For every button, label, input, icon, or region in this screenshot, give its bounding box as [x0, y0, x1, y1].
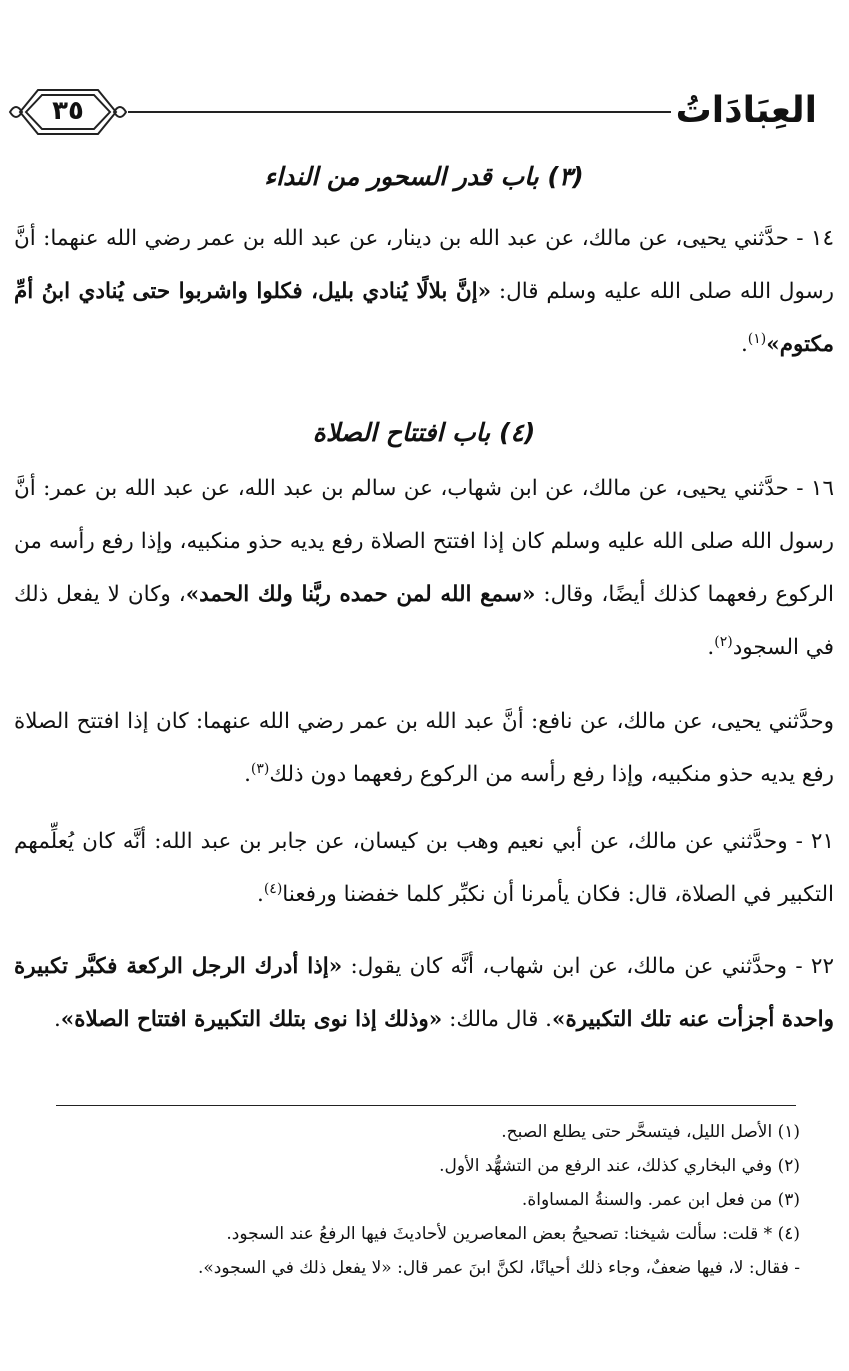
hadith-text-continued: . قال مالك: — [442, 1007, 553, 1032]
chapter-title: (٤) باب افتتاح الصلاة — [312, 418, 536, 447]
hadith-14 — [14, 212, 834, 371]
hadith-end: . — [740, 332, 748, 357]
hadith-number: ١٦ — [810, 476, 834, 501]
hadith-end: . — [53, 1007, 61, 1032]
hadith-end: . — [244, 762, 251, 787]
footnote-2: (٢) وفي البخاري كذلك، عند الرفع من التشهُّد الأول. — [439, 1156, 800, 1176]
hadith-quote: «إذا أدرك الرجل الركعة فكبَّر تكبيرة واحدة أجزأت عنه تلك التكبيرة» — [14, 954, 834, 1032]
hadith-text: - حدَّثني يحيى، عن مالك، عن ابن شهاب، عن سالم بن عبد الله، عن عبد الله بن عمر: أنَّ رسول الله صلى الله عليه وسلم كان إذا افتتح الصلاة رفع يديه حذو منكبيه، وإذا رفع رأسه من الركوع رفعهما كذلك أيضًا، وقال: — [14, 476, 834, 607]
hadith-quote: «إنَّ بلالًا يُنادي بليل، فكلوا واشربوا حتى يُنادي ابنُ أمِّ مكتوم» — [14, 279, 834, 357]
hadith-paragraph — [14, 695, 834, 801]
hadith-text: وحدَّثني يحيى، عن مالك، عن نافع: أنَّ عبد الله بن عمر رضي الله عنهما: كان إذا افتتح الصلاة رفع يديه حذو منكبيه، وإذا رفع رأسه من الركوع رفعهما دون ذلك — [14, 709, 834, 787]
hadith-nafi — [14, 695, 834, 801]
hadith-number: ١٤ — [810, 226, 834, 251]
hadith-text: - وحدَّثني عن مالك، عن أبي نعيم وهب بن كيسان، عن جابر بن عبد الله: أنَّه كان يُعلِّمهم التكبير في الصلاة، قال: فكان يأمرنا أن نكبِّر كلما خفضنا ورفعنا — [14, 829, 834, 907]
header-rule — [128, 111, 671, 113]
section-qadr-al-suhur — [14, 162, 834, 191]
hadith-paragraph — [14, 462, 834, 674]
hadith-number: ٢٢ — [810, 954, 835, 979]
hadith-22 — [14, 940, 834, 1046]
hadith-paragraph — [14, 815, 834, 921]
footnotes — [40, 1115, 800, 1285]
page-header — [8, 82, 831, 152]
footnote-ref: (٢) — [714, 633, 733, 650]
footnote-1: (١) الأصل الليل، فيتسحَّر حتى يطلع الصبح. — [501, 1122, 800, 1142]
section-iftitah-al-salat — [14, 418, 834, 447]
chapter-title: (٣) باب قدر السحور من النداء — [264, 162, 584, 191]
hadith-end: . — [707, 635, 715, 660]
footnote-4: (٤) * قلت: سألت شيخنا: تصحيحُ بعض المعاصرين لأحاديثَ فيها الرفعُ عند السجود. — [226, 1224, 800, 1244]
hadith-number: ٢١ — [810, 829, 834, 854]
page-number: ٣٥ — [52, 96, 84, 126]
hadith-paragraph — [14, 940, 834, 1046]
hadith-quote: «سمع الله لمن حمده ربَّنا ولك الحمد» — [185, 582, 536, 607]
hadith-text: - حدَّثني يحيى، عن مالك، عن عبد الله بن دينار، عن عبد الله بن عمر رضي الله عنهما: أنَّ رسول الله صلى الله عليه وسلم قال: — [14, 226, 834, 304]
footnote-ref: (٤) — [263, 880, 283, 897]
hadith-quote-malik: «وذلك إذا نوى بتلك التكبيرة افتتاح الصلاة» — [60, 1007, 443, 1032]
hadith-text-continued: ، وكان لا يفعل ذلك في السجود — [14, 582, 834, 660]
footnote-ref: (٣) — [250, 760, 270, 777]
hadith-21 — [14, 815, 834, 921]
footnote-separator — [56, 1105, 796, 1106]
footnote-ref: (١) — [747, 330, 767, 347]
footnote-3: (٣) من فعل ابن عمر. والسنةُ المساواة. — [521, 1190, 800, 1210]
footnote-4-continued: - فقال: لا، فيها ضعفٌ، وجاء ذلك أحيانًا، لكنَّ ابنَ عمر قال: «لا يفعل ذلك في السجود». — [198, 1258, 800, 1278]
hadith-text: - وحدَّثني عن مالك، عن ابن شهاب، أنَّه كان يقول: — [342, 954, 811, 979]
hadith-16 — [14, 462, 834, 674]
hadith-paragraph — [14, 212, 834, 371]
book-title: العِبَادَاتُ — [675, 90, 817, 131]
hadith-end: . — [256, 882, 264, 907]
